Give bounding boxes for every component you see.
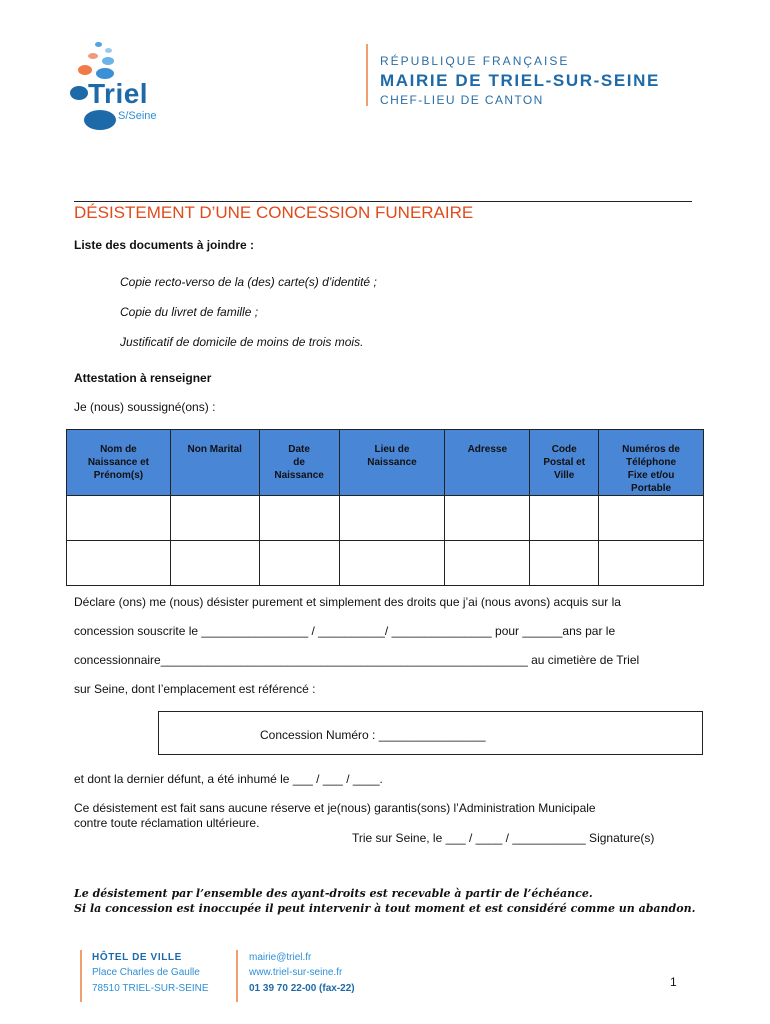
footer-divider <box>236 950 238 1002</box>
table-cell[interactable] <box>599 541 704 586</box>
table-cell[interactable] <box>599 496 704 541</box>
document-item: Justificatif de domicile de moins de trois mois. <box>120 335 364 349</box>
header-republique: RÉPUBLIQUE FRANÇAISE <box>380 54 570 68</box>
logo-word: Triel <box>88 78 149 109</box>
column-header-lieu-naissance: Lieu de Naissance <box>339 430 445 496</box>
footer-address-street: Place Charles de Gaulle <box>92 967 200 978</box>
table-cell[interactable] <box>530 541 599 586</box>
table-row <box>67 541 704 586</box>
documents-heading: Liste des documents à joindre : <box>74 238 255 252</box>
column-header-telephone: Numéros de Téléphone Fixe et/ou Portable <box>599 430 704 496</box>
guarantee-line: Ce désistement est fait sans aucune réserve et je(nous) garantis(sons) l’Administration Municipale <box>74 801 596 815</box>
header-canton: CHEF-LIEU DE CANTON <box>380 93 544 107</box>
notice-line: Si la concession est inoccupée il peut intervenir à tout moment et est considéré comme un abandon. <box>74 902 696 915</box>
declaration-line: concession souscrite le ________________ / __________/ _______________ pour ______ans par le <box>74 624 616 638</box>
concession-number-field[interactable]: Concession Numéro : ________________ <box>260 728 486 742</box>
notice-line: Le désistement par l’ensemble des ayant-droits est recevable à partir de l’échéance. <box>74 887 593 900</box>
declaration-line: concessionnaire_______________________________________________________ au cimetière de Triel <box>74 653 640 667</box>
legal-notice <box>74 886 695 916</box>
table-cell[interactable] <box>445 541 530 586</box>
table-cell[interactable] <box>530 496 599 541</box>
table-cell[interactable] <box>339 496 445 541</box>
header-divider <box>366 44 368 106</box>
footer-address-city: 78510 TRIEL-SUR-SEINE <box>92 983 209 994</box>
header-mairie: MAIRIE DE TRIEL-SUR-SEINE <box>380 71 660 90</box>
logo-dot <box>84 110 116 130</box>
column-header-nom: Nom de Naissance et Prénom(s) <box>67 430 171 496</box>
triel-logo <box>62 40 182 136</box>
table-cell[interactable] <box>259 541 339 586</box>
table-header-row <box>67 430 704 496</box>
column-header-adresse: Adresse <box>445 430 530 496</box>
column-header-nom-marital: Non Marital <box>170 430 259 496</box>
logo-dot <box>70 86 88 100</box>
footer-divider <box>80 950 82 1002</box>
table-cell[interactable] <box>339 541 445 586</box>
declaration-line: Déclare (ons) me (nous) désister purement et simplement des droits que j’ai (nous avons) acquis sur la <box>74 595 621 609</box>
logo-dot <box>88 53 98 59</box>
document-item: Copie du livret de famille ; <box>120 305 259 319</box>
document-item: Copie recto-verso de la (des) carte(s) d’identité ; <box>120 275 377 289</box>
table-cell[interactable] <box>445 496 530 541</box>
concession-box <box>158 711 703 755</box>
logo-dot <box>95 42 102 47</box>
page-number: 1 <box>670 975 677 989</box>
declaration-line: sur Seine, dont l’emplacement est référencé : <box>74 682 316 696</box>
footer-phone: 01 39 70 22-00 (fax-22) <box>249 983 355 994</box>
logo-subtitle: S/Seine <box>118 110 157 122</box>
column-header-date-naissance: Date de Naissance <box>259 430 339 496</box>
table-cell[interactable] <box>259 496 339 541</box>
attestation-intro: Je (nous) soussigné(ons) : <box>74 400 216 414</box>
title-rule <box>74 201 692 202</box>
burial-date-line: et dont la dernier défunt, a été inhumé le ___ / ___ / ____. <box>74 772 383 786</box>
table-cell[interactable] <box>170 541 259 586</box>
table-cell[interactable] <box>67 541 171 586</box>
table-row <box>67 496 704 541</box>
logo-dot <box>78 65 92 75</box>
guarantee-line: contre toute réclamation ultérieure. <box>74 816 260 830</box>
logo-dot <box>102 57 114 65</box>
footer-hotel-de-ville: HÔTEL DE VILLE <box>92 952 182 963</box>
footer-email-link[interactable]: mairie@triel.fr <box>249 952 312 963</box>
attestation-heading: Attestation à renseigner <box>74 371 212 385</box>
declarants-table <box>66 429 704 586</box>
table-cell[interactable] <box>67 496 171 541</box>
page-title: DÉSISTEMENT D’UNE CONCESSION FUNERAIRE <box>74 203 474 222</box>
column-header-code-postal: Code Postal et Ville <box>530 430 599 496</box>
logo-dot <box>105 48 112 53</box>
footer-website-link[interactable]: www.triel-sur-seine.fr <box>249 967 343 978</box>
signature-line: Trie sur Seine, le ___ / ____ / ___________ Signature(s) <box>352 831 655 845</box>
table-cell[interactable] <box>170 496 259 541</box>
